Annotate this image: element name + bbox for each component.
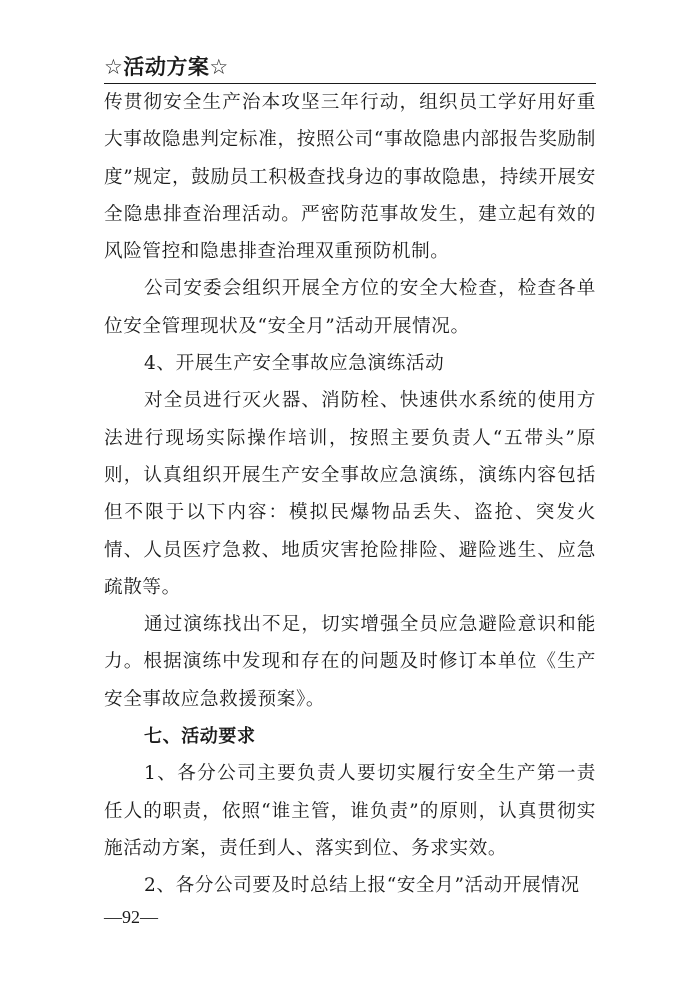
section-heading: 七、活动要求 xyxy=(144,726,256,748)
section-item-heading: 4、开展生产安全事故应急演练活动 xyxy=(144,353,445,375)
paragraph-continuation: 传贯彻安全生产治本攻坚三年行动，组织员工学好用好重大事故隐患判定标准，按照公司“事故隐患内部报告奖励制度”规定，鼓励员工积极查找身边的事故隐患，持续开展安全隐患排查治理活动。严密防范事故发生，建立起有效的风险管控和隐患排查治理双重预防机制。 xyxy=(104,92,596,263)
paragraph-drill-improvement: 通过演练找出不足，切实增强全员应急避险意识和能力。根据演练中发现和存在的问题及时修订本单位《生产安全事故应急救援预案》。 xyxy=(104,614,596,710)
paragraph-drill-training: 对全员进行灭火器、消防栓、快速供水系统的使用方法进行现场实际操作培训，按照主要负责人“五带头”原则，认真组织开展生产安全事故应急演练，演练内容包括但不限于以下内容：模拟民爆物品丢失、盗抢、突发火情、人员医疗急救、地质灾害抢险排险、避险逃生、应急疏散等。 xyxy=(104,390,596,598)
header-title: ☆活动方案☆ xyxy=(104,55,229,79)
paragraph-requirement-2: 2、各分公司要及时总结上报“安全月”活动开展情况 xyxy=(144,875,580,897)
page-number: —92— xyxy=(104,907,158,927)
page-header xyxy=(104,54,596,84)
document-body xyxy=(104,84,596,905)
paragraph-requirement-1: 1、各分公司主要负责人要切实履行安全生产第一责任人的职责，依照“谁主管，谁负责”的原则，认真贯彻实施活动方案，责任到人、落实到位、务求实效。 xyxy=(104,763,596,859)
paragraph-inspection: 公司安委会组织开展全方位的安全大检查，检查各单位安全管理现状及“安全月”活动开展情况。 xyxy=(104,278,596,337)
